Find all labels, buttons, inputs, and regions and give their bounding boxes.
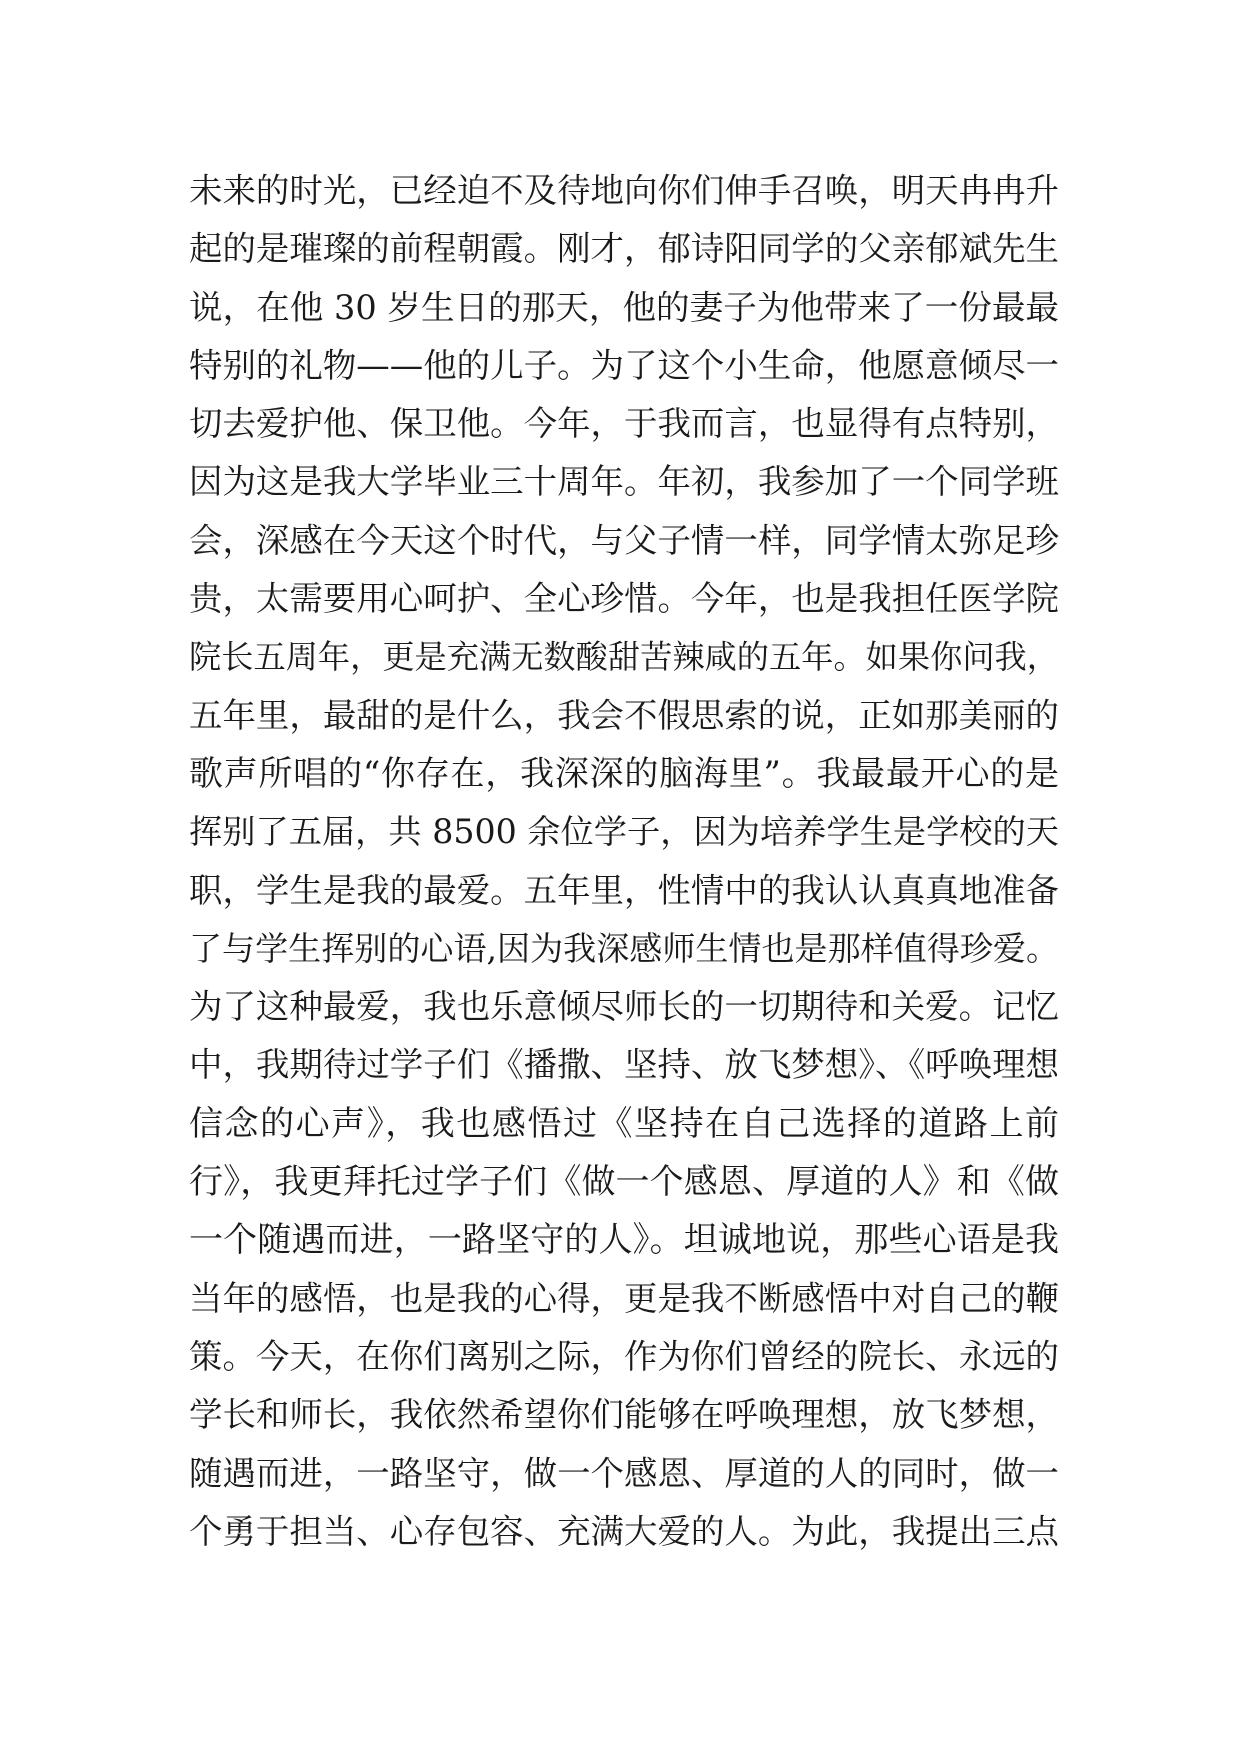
text-line: 切去爱护他、保卫他。今年，于我而言，也显得有点特别， — [189, 404, 1059, 444]
text-line: 中，我期待过学子们《播撒、坚持、放飞梦想》、《呼唤理想 — [189, 1045, 1059, 1085]
text-line: 了与学生挥别的心语,因为我深感师生情也是那样值得珍爱。 — [189, 928, 1059, 968]
body-paragraph — [189, 162, 1059, 1561]
text-line: 当年的感悟，也是我的心得，更是我不断感悟中对自己的鞭 — [189, 1278, 1059, 1318]
text-line: 策。今天，在你们离别之际，作为你们曾经的院长、永远的 — [189, 1336, 1059, 1376]
text-line: 为了这种最爱，我也乐意倾尽师长的一切期待和关爱。记忆 — [189, 987, 1059, 1027]
text-line: 说，在他 30 岁生日的那天，他的妻子为他带来了一份最最 — [189, 287, 1059, 327]
text-line: 未来的时光，已经迫不及待地向你们伸手召唤，明天冉冉升 — [189, 171, 1059, 210]
text-line: 个勇于担当、心存包容、充满大爱的人。为此，我提出三点 — [189, 1511, 1059, 1551]
text-line: 院长五周年，更是充满无数酸甜苦辣咸的五年。如果你问我， — [189, 638, 1059, 677]
text-line: 一个随遇而进，一路坚守的人》。坦诚地说，那些心语是我 — [189, 1220, 1059, 1261]
text-line: 学长和师长，我依然希望你们能够在呼唤理想，放飞梦想， — [189, 1395, 1059, 1435]
text-line: 贵，太需要用心呵护、全心珍惜。今年，也是我担任医学院 — [189, 579, 1059, 619]
text-line: 五年里，最甜的是什么，我会不假思索的说，正如那美丽的 — [189, 695, 1059, 735]
text-line: 职，学生是我的最爱。五年里，性情中的我认认真真地准备 — [189, 870, 1059, 910]
text-line: 因为这是我大学毕业三十周年。年初，我参加了一个同学班 — [189, 462, 1059, 502]
text-line: 随遇而进，一路坚守，做一个感恩、厚道的人的同时，做一 — [189, 1453, 1059, 1493]
text-line: 信念的心声》，我也感悟过《坚持在自己选择的道路上前 — [189, 1103, 1059, 1144]
text-line: 挥别了五届，共 8500 余位学子，因为培养学生是学校的天 — [189, 812, 1059, 852]
text-line: 行》，我更拜托过学子们《做一个感恩、厚道的人》和《做 — [189, 1162, 1059, 1203]
text-line: 会，深感在今天这个时代，与父子情一样，同学情太弥足珍 — [189, 520, 1059, 560]
text-line: 歌声所唱的“你存在，我深深的脑海里”。我最最开心的是 — [189, 753, 1059, 794]
text-line: 起的是璀璨的前程朝霞。刚才，郁诗阳同学的父亲郁斌先生 — [189, 229, 1059, 269]
text-line: 特别的礼物——他的儿子。为了这个小生命，他愿意倾尽一 — [189, 345, 1059, 385]
